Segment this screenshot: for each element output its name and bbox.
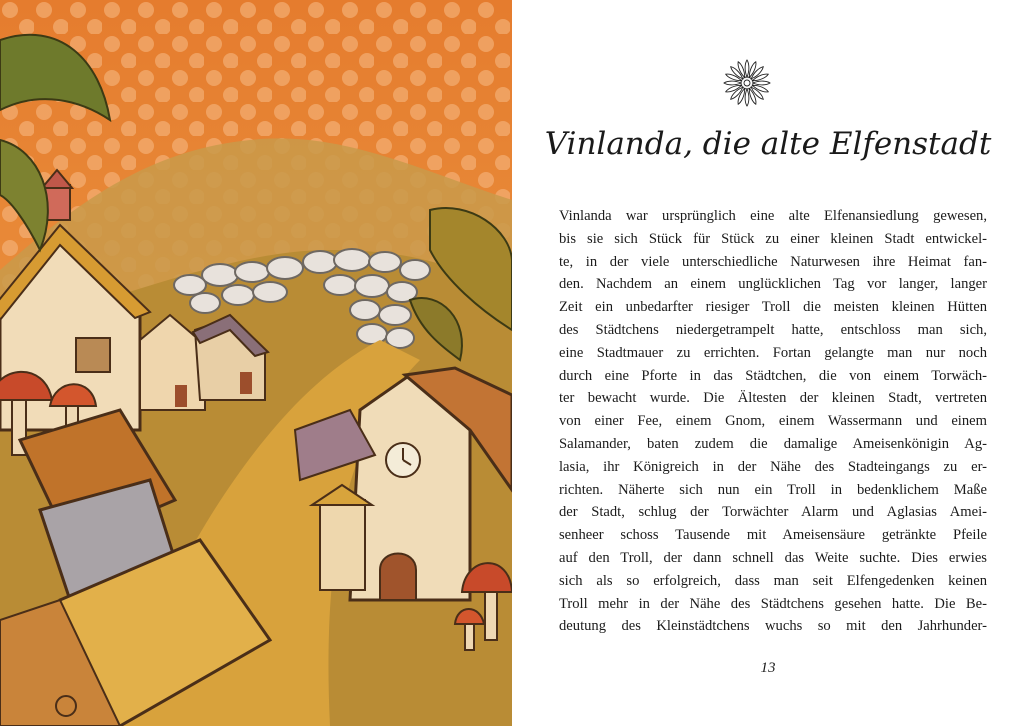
text-line: durch eine Pforte in das Städtchen, die von einem Torwäch- [559,367,987,384]
text-line: senheer schoss Tausende mit Ameisensäure getränkte Pfeile [559,527,987,544]
text-line: der Stadt, schlug der Torwächter Alarm und Aglasias Amei- [559,504,987,521]
chapter-title: Vinlanda, die alte Elfenstadt [544,126,992,162]
text-line: Salamander, baten zudem die damalige Ameisenkönigin Ag- [559,435,987,452]
text-line: auf den Troll, der dann schnell das Weite suchte. Dies erwies [559,549,987,566]
text-line: deutung des Kleinstädtchens wuchs so mit den Jahrhunder- [559,618,987,635]
text-line: eine Stadtmauer zu errichten. Fortan gelangte man nur noch [559,344,987,361]
text-line: den. Nachdem an einem unglücklichen Tag vor langer, langer [559,276,987,293]
text-line: ter bewacht wurde. Die Ältesten der kleinen Stadt, vertreten [559,390,987,407]
text-line: bis sie sich Stück für Stück zu einer kleinen Stadt entwickel- [559,230,987,247]
text-line: des Städtchens niedergetrampelt hatte, entschloss man sich, [559,321,987,338]
text-line: von einer Fee, einem Gnom, einem Wassermann und einem [559,413,987,430]
text-line: sich als so erfolgreich, dass man seit Elfengedenken keinen [559,572,987,589]
text-line: Vinlanda war ursprünglich eine alte Elfenansiedlung gewesen, [559,208,987,224]
text-line: lasia, ihr Königreich in der Nähe des Stadteingangs zu er- [559,458,987,475]
text-line: Troll mehr in der Nähe des Städtchens gesehen hatte. Die Be- [559,595,987,612]
flower-ornament-icon [722,58,772,108]
text-line: te, in der viele unterschiedliche Naturwesen ihre Heimat fan- [559,253,987,270]
body-text [559,205,987,638]
text-line: Zeit ein unbedarfter riesiger Troll die meisten kleinen Hütten [559,299,987,316]
text-page [512,0,1024,726]
text-line: richten. Näherte sich nun ein Troll in bedenklichem Maße [559,481,987,498]
page-number: 13 [760,660,776,676]
